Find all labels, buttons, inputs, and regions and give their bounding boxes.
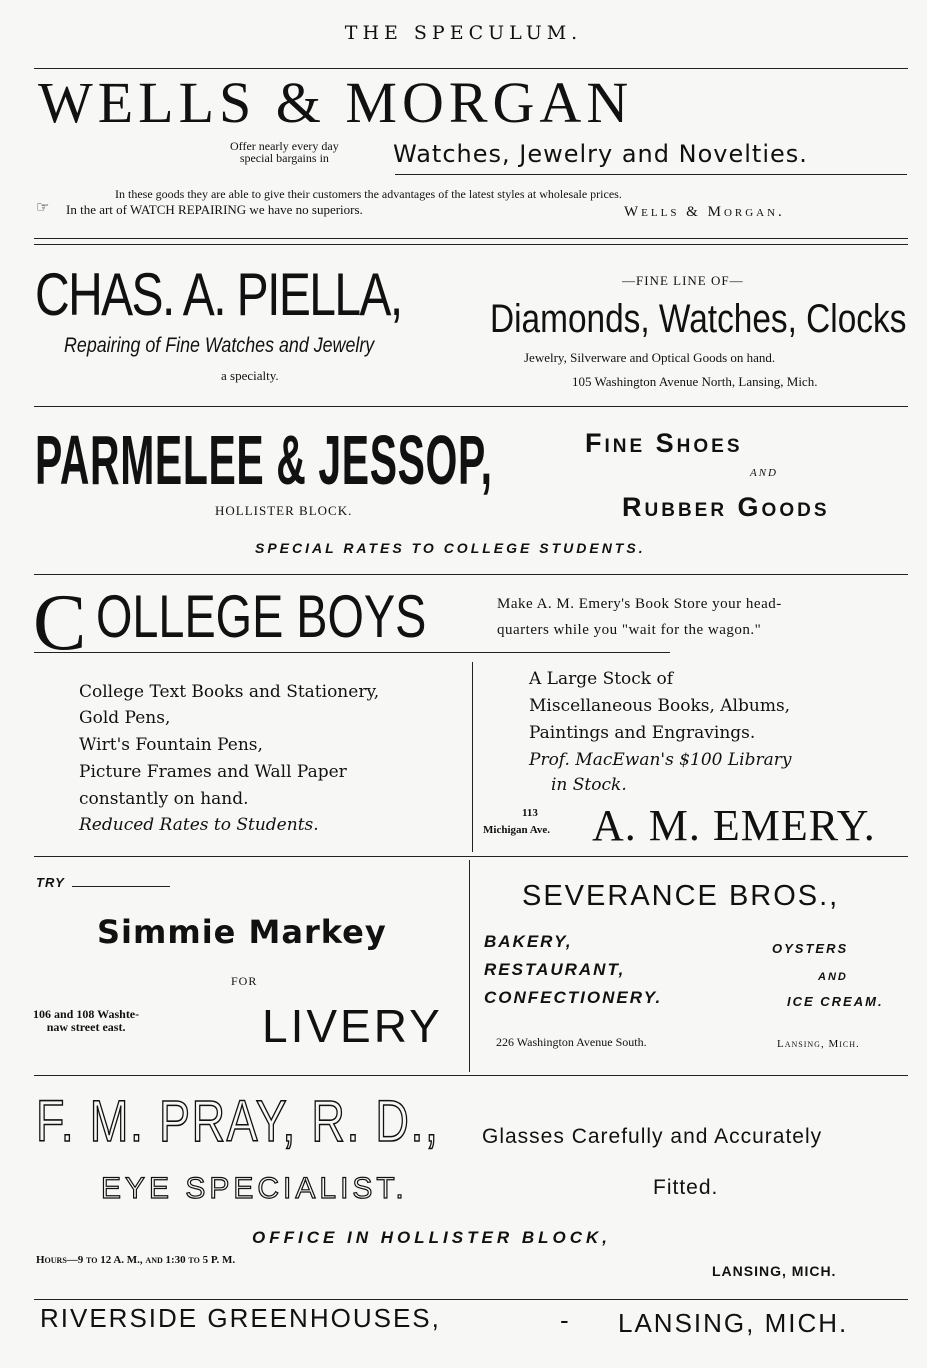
address-text: 226 Washington Avenue South. — [496, 1035, 647, 1049]
divider — [34, 1299, 908, 1300]
specialist-text: EYE SPECIALIST. — [101, 1172, 408, 1205]
city-text: Lansing, Mich. — [777, 1038, 860, 1050]
rates-text: SPECIAL RATES TO COLLEGE STUDENTS. — [255, 540, 646, 556]
left-item: Picture Frames and Wall Paper — [79, 762, 347, 782]
address-street: Michigan Ave. — [483, 824, 551, 836]
livery-text: LIVERY — [262, 1000, 443, 1052]
divider — [34, 1075, 908, 1076]
and-text: AND — [750, 467, 778, 479]
restaurant-text: RESTAURANT, — [484, 960, 626, 979]
block-text: HOLLISTER BLOCK. — [215, 503, 353, 518]
repair-text: Repairing of Fine Watches and Jewelry — [64, 334, 375, 357]
advertiser-name: F. M. PRAY, R. D., — [36, 1089, 440, 1154]
divider — [34, 238, 908, 239]
try-label: TRY — [36, 875, 65, 890]
reduced-rates: Reduced Rates to Students. — [79, 815, 319, 835]
right-item: A Large Stock of — [529, 669, 674, 689]
left-item: Gold Pens, — [79, 708, 171, 728]
hours-text: Hours—9 to 12 A. M., and 1:30 to 5 P. M. — [36, 1254, 236, 1266]
products-text: Watches, Jewelry and Novelties. — [393, 140, 808, 168]
bakery-text: BAKERY, — [484, 932, 573, 951]
oysters-text: OYSTERS — [772, 941, 849, 956]
underline — [34, 652, 670, 653]
left-item: constantly on hand. — [79, 789, 249, 809]
divider — [34, 68, 908, 69]
right-item: Miscellaneous Books, Albums, — [529, 696, 791, 716]
products-text: Diamonds, Watches, Clocks — [490, 297, 907, 341]
address-number: 113 — [522, 807, 538, 819]
advertiser-name: CHAS. A. PIELLA, — [35, 261, 402, 328]
left-item: College Text Books and Stationery, — [79, 682, 380, 702]
library-text: Prof. MacEwan's $100 Library — [529, 750, 792, 770]
divider — [34, 574, 908, 575]
city-text: LANSING, MICH. — [712, 1263, 837, 1279]
divider — [34, 406, 908, 407]
advertiser-name: SEVERANCE BROS., — [522, 880, 840, 912]
specialty-text: a specialty. — [221, 368, 279, 383]
office-text: OFFICE IN HOLLISTER BLOCK, — [252, 1228, 611, 1247]
advertiser-name: RIVERSIDE GREENHOUSES, — [40, 1303, 441, 1333]
pointing-hand-icon: ☞ — [36, 199, 50, 216]
signature: Wells & Morgan. — [624, 204, 785, 220]
page-header: THE SPECULUM. — [344, 22, 583, 44]
description-line: In these goods they are able to give their customers the advantages of the latest styles at wholesale prices. — [115, 187, 622, 201]
underline — [395, 174, 907, 175]
address-text: 106 and 108 Washte- naw street east. — [33, 1007, 140, 1034]
glasses-text: Glasses Carefully and Accurately — [482, 1125, 823, 1148]
divider — [34, 856, 908, 857]
try-line — [72, 886, 170, 887]
left-item: Wirt's Fountain Pens, — [79, 735, 263, 755]
intro-line: quarters while you "wait for the wagon." — [497, 622, 762, 638]
advertiser-name: WELLS & MORGAN — [38, 70, 634, 135]
for-label: FOR — [231, 974, 258, 988]
shoes-text: Fine Shoes — [585, 428, 743, 458]
drop-cap: C — [33, 579, 87, 667]
rubber-text: Rubber Goods — [622, 492, 830, 522]
column-divider — [469, 860, 470, 1072]
fitted-text: Fitted. — [653, 1176, 719, 1199]
advertiser-name: PARMELEE & JESSOP, — [35, 421, 493, 499]
goods-text: Jewelry, Silverware and Optical Goods on hand. — [524, 350, 776, 365]
address-text: 105 Washington Avenue North, Lansing, Mich. — [572, 374, 818, 389]
right-item: Paintings and Engravings. — [529, 723, 756, 743]
and-text: AND — [818, 971, 848, 983]
library-text: in Stock. — [551, 775, 627, 795]
offer-text: Offer nearly every day special bargains in — [230, 139, 339, 165]
headline: OLLEGE BOYS — [96, 583, 427, 650]
divider — [34, 244, 908, 245]
advertiser-name: A. M. EMERY. — [592, 801, 876, 850]
advertiser-name: Simmie Markey — [97, 913, 387, 951]
dash: - — [560, 1305, 569, 1335]
city-text: LANSING, MICH. — [618, 1308, 849, 1338]
fine-line-label: —FINE LINE OF— — [622, 273, 744, 288]
repair-line: In the art of WATCH REPAIRING we have no superiors. — [66, 202, 363, 217]
confectionery-text: CONFECTIONERY. — [484, 988, 663, 1007]
ice-cream-text: ICE CREAM. — [787, 994, 884, 1009]
column-divider — [472, 662, 473, 852]
intro-line: Make A. M. Emery's Book Store your head- — [497, 596, 782, 612]
